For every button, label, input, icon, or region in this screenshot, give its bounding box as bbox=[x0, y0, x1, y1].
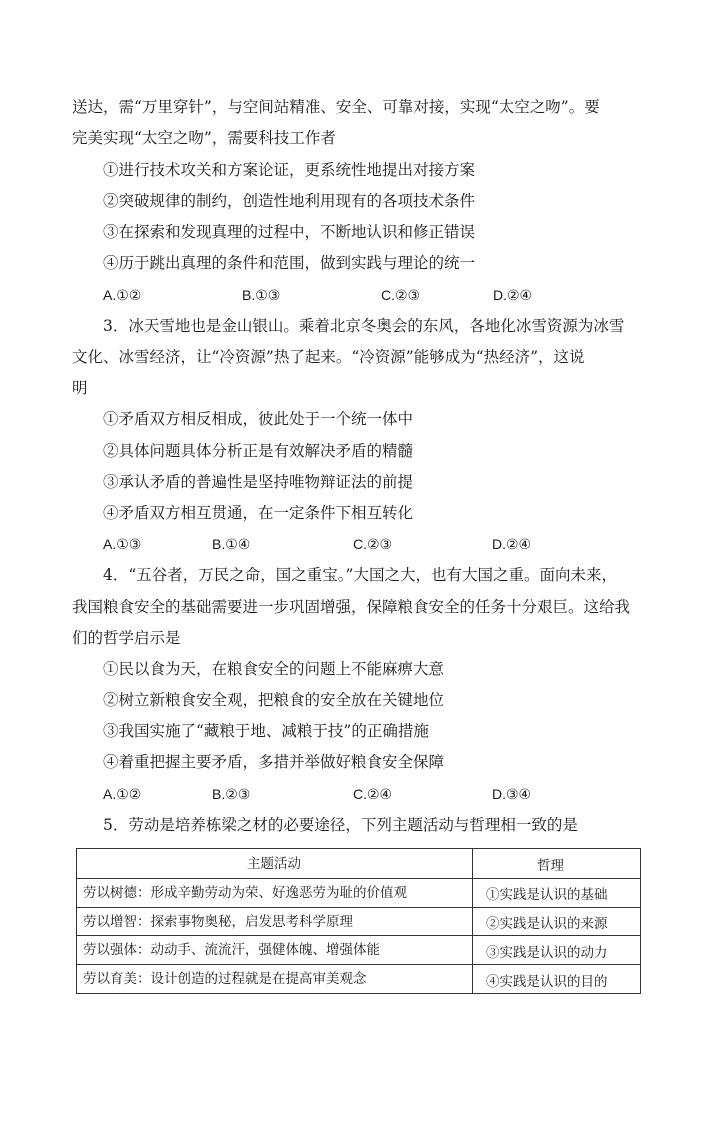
q3-stem-line-3: 明 bbox=[72, 379, 88, 397]
q4-item-1: ①民以食为天，在粮食安全的问题上不能麻痹大意 bbox=[103, 660, 445, 678]
q3-option-a: A.①③ bbox=[103, 536, 142, 552]
q5-table bbox=[76, 848, 641, 994]
table-row-1-principle: ①实践是认识的基础 bbox=[486, 887, 608, 903]
q3-stem-line-1: 3．冰天雪地也是金山银山。乘着北京冬奥会的东风，各地化冰雪资源为冰雪 bbox=[103, 317, 625, 335]
table-row-divider bbox=[77, 964, 640, 965]
table-row-3-principle: ③实践是认识的动力 bbox=[486, 945, 608, 961]
q4-item-4: ④着重把握主要矛盾，多措并举做好粮食安全保障 bbox=[103, 753, 445, 771]
q3-stem-line-2: 文化、冰雪经济，让“冷资源”热了起来。“冷资源”能够成为“热经济”，这说 bbox=[72, 348, 585, 366]
q2-option-d: D.②④ bbox=[493, 287, 533, 303]
table-header-principle: 哲理 bbox=[537, 858, 564, 874]
q4-option-b: B.②③ bbox=[212, 786, 251, 802]
q4-option-a: A.①② bbox=[103, 786, 142, 802]
table-row-divider bbox=[77, 935, 640, 936]
q3-option-d: D.②④ bbox=[492, 536, 532, 552]
q4-item-2: ②树立新粮食安全观，把粮食的安全放在关键地位 bbox=[103, 691, 445, 709]
table-header-activity: 主题活动 bbox=[247, 856, 301, 872]
q4-stem-line-2: 我国粮食安全的基础需要进一步巩固增强，保障粮食安全的任务十分艰巨。这给我 bbox=[72, 598, 631, 616]
table-row-divider bbox=[77, 907, 640, 908]
q3-item-2: ②具体问题具体分析正是有效解决矛盾的精髓 bbox=[103, 442, 414, 460]
table-row-divider bbox=[77, 878, 640, 879]
q2-option-a: A.①② bbox=[103, 287, 142, 303]
q2-item-1: ①进行技术攻关和方案论证，更系统性地提出对接方案 bbox=[103, 161, 476, 179]
q4-stem-line-3: 们的哲学启示是 bbox=[72, 629, 181, 647]
table-row-2-activity: 劳以增智：探索事物奥秘，启发思考科学原理 bbox=[83, 914, 353, 930]
q4-option-d: D.③④ bbox=[492, 786, 532, 802]
q3-option-c: C.②③ bbox=[353, 536, 393, 552]
q2-option-c: C.②③ bbox=[381, 287, 421, 303]
q4-option-c: C.②④ bbox=[353, 786, 393, 802]
q2-item-4: ④历于跳出真理的条件和范围，做到实践与理论的统一 bbox=[103, 254, 476, 272]
q3-item-1: ①矛盾双方相反相成，彼此处于一个统一体中 bbox=[103, 410, 414, 428]
table-row-4-activity: 劳以育美：设计创造的过程就是在提高审美观念 bbox=[83, 971, 367, 987]
table-row-4-principle: ④实践是认识的目的 bbox=[486, 974, 608, 990]
q2-stem-line-1: 送达，需“万里穿针”，与空间站精准、安全、可靠对接，实现“太空之吻”。要 bbox=[72, 98, 600, 116]
q2-item-2: ②突破规律的制约，创造性地利用现有的各项技术条件 bbox=[103, 192, 476, 210]
q4-item-3: ③我国实施了“藏粮于地、减粮于技”的正确措施 bbox=[103, 722, 429, 740]
table-row-3-activity: 劳以强体：动动手、流流汗，强健体魄、增强体能 bbox=[83, 942, 380, 958]
q3-item-4: ④矛盾双方相互贯通，在一定条件下相互转化 bbox=[103, 504, 414, 522]
q3-item-3: ③承认矛盾的普遍性是坚持唯物辩证法的前提 bbox=[103, 473, 414, 491]
table-column-divider bbox=[472, 849, 473, 993]
q3-option-b: B.①④ bbox=[212, 536, 251, 552]
q2-item-3: ③在探索和发现真理的过程中，不断地认识和修正错误 bbox=[103, 223, 476, 241]
q4-stem-line-1: 4．“五谷者，万民之命，国之重宝。”大国之大，也有大国之重。面向未来， bbox=[103, 566, 617, 584]
table-row-1-activity: 劳以树德：形成辛勤劳动为荣、好逸恶劳为耻的价值观 bbox=[83, 885, 407, 901]
q5-stem: 5．劳动是培养栋梁之材的必要途径，下列主题活动与哲理相一致的是 bbox=[103, 816, 578, 834]
table-row-2-principle: ②实践是认识的来源 bbox=[486, 916, 608, 932]
q2-stem-line-2: 完美实现“太空之吻”，需要科技工作者 bbox=[72, 129, 336, 147]
q2-option-b: B.①③ bbox=[242, 287, 281, 303]
